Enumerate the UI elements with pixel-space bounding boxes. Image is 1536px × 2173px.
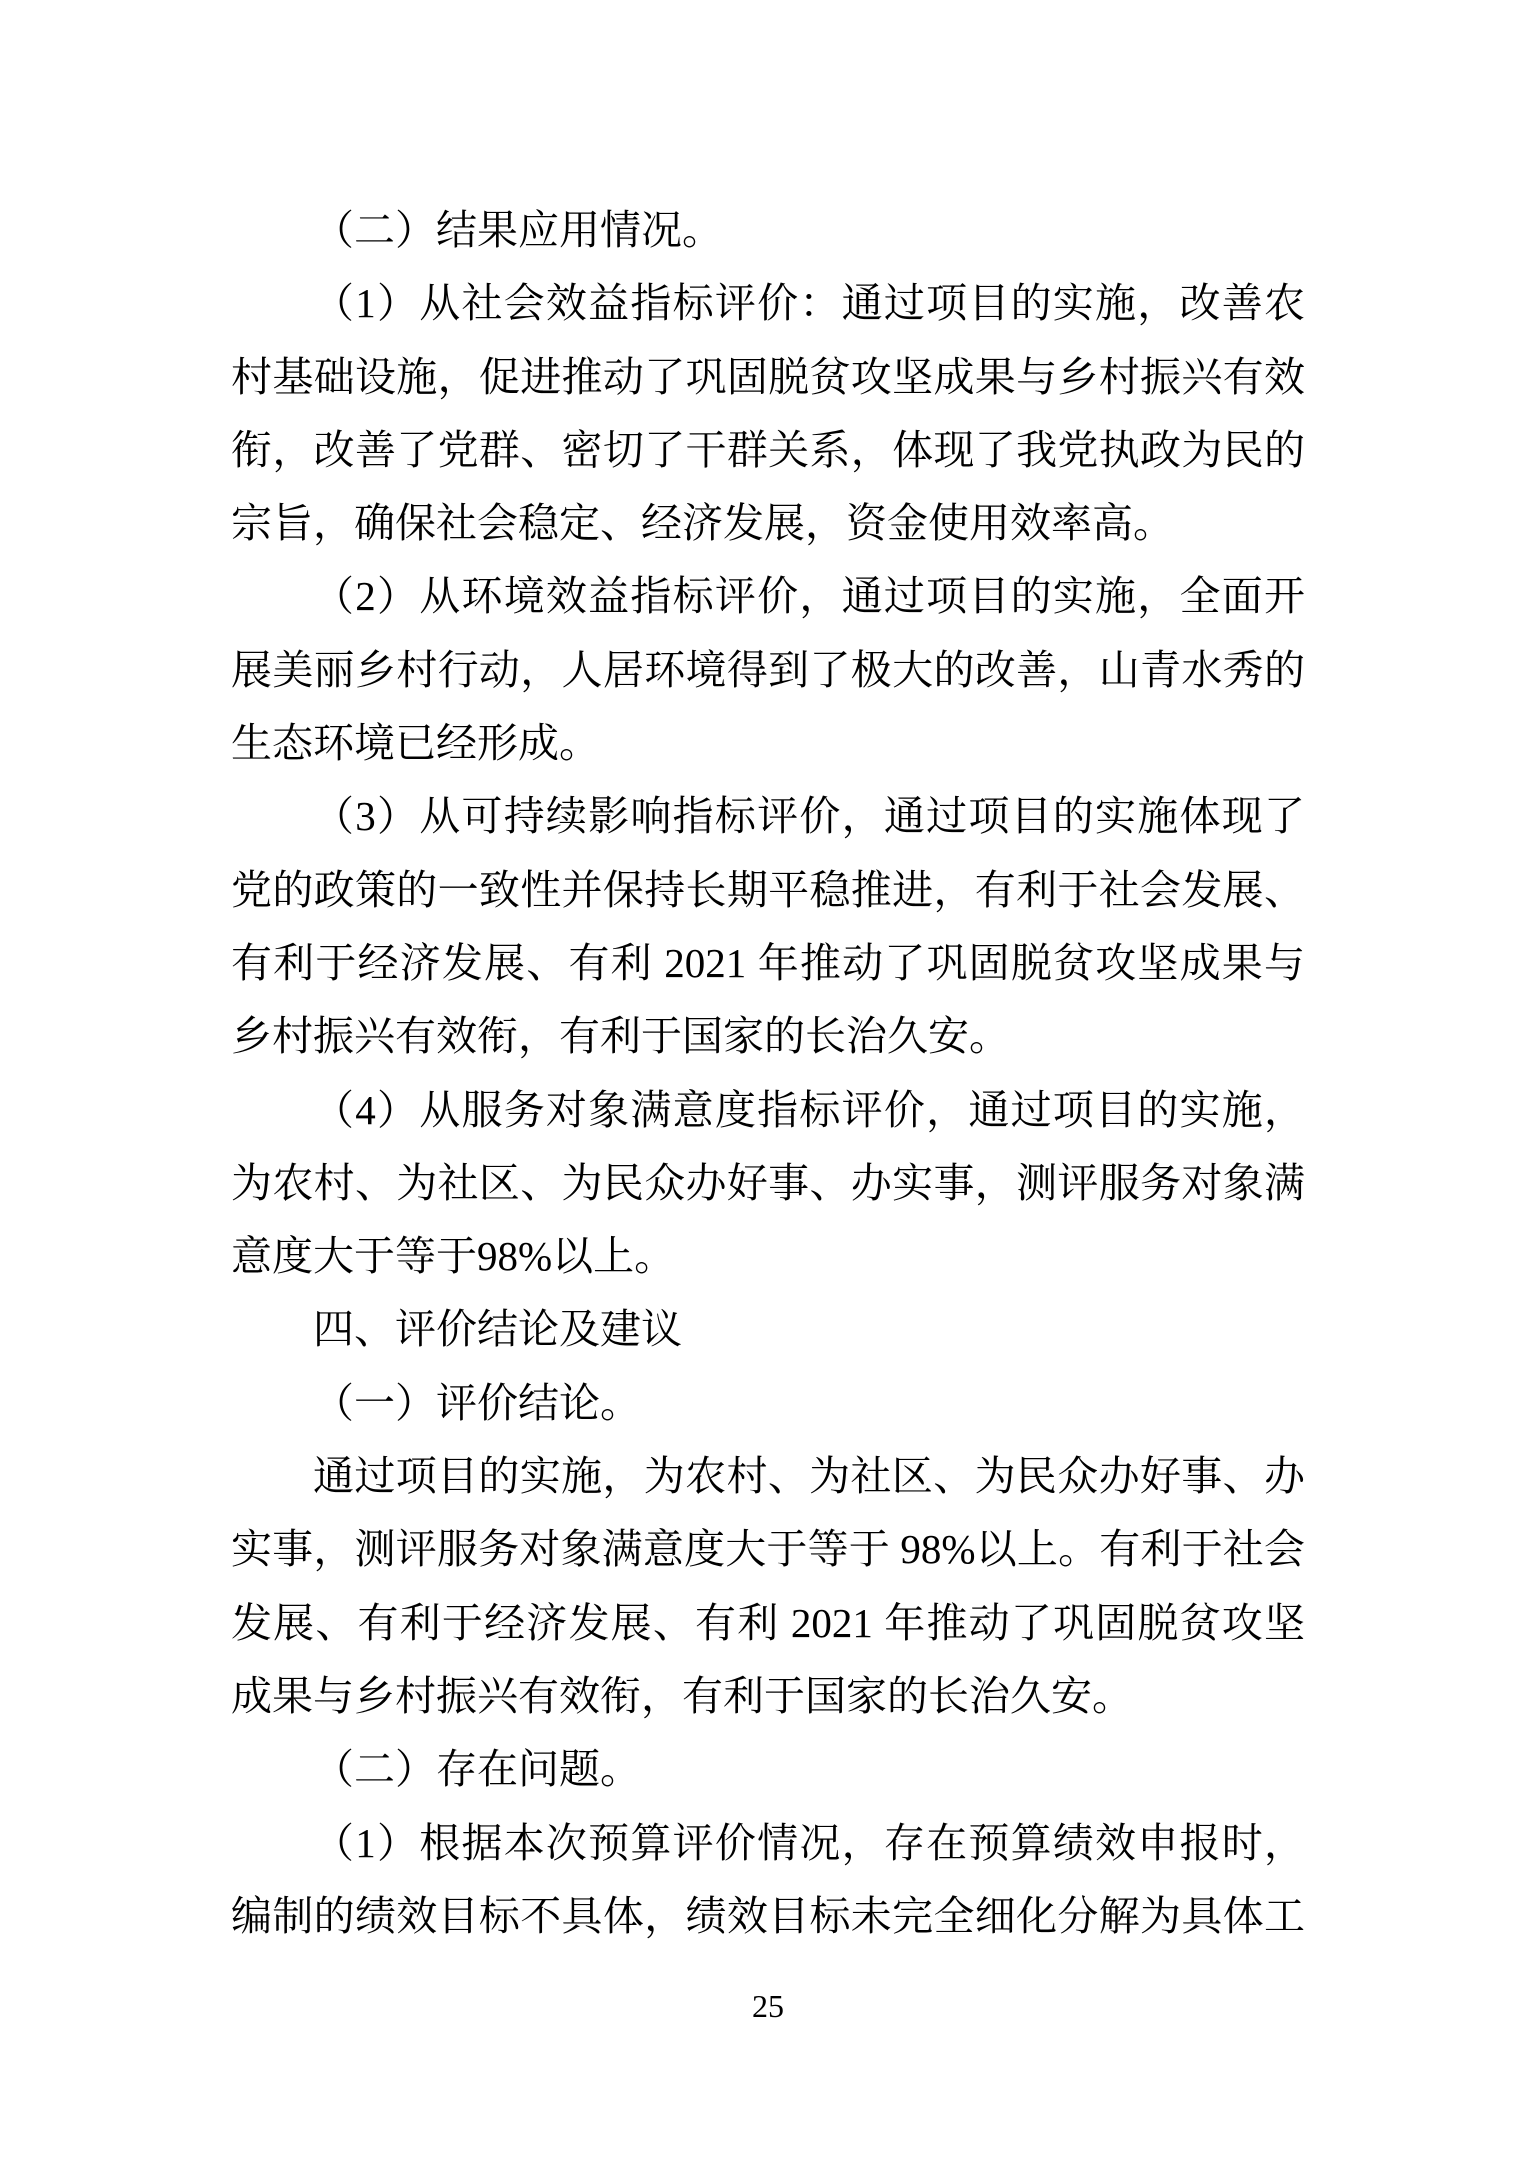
text-line: （1）根据本次预算评价情况，存在预算绩效申报时， [313, 1819, 1305, 1866]
text-line: 四、评价结论及建议 [313, 1306, 682, 1353]
text-line: （一）评价结论。 [313, 1379, 641, 1426]
text-line: 生态环境已经形成。 [231, 720, 600, 767]
text-line: （1）从社会效益指标评价：通过项目的实施，改善农 [313, 280, 1305, 327]
text-line: 村基础设施，促进推动了巩固脱贫攻坚成果与乡村振兴有效 [231, 353, 1305, 400]
text-line: 编制的绩效目标不具体，绩效目标未完全细化分解为具体工 [231, 1892, 1305, 1939]
text-line: 乡村振兴有效衔，有利于国家的长治久安。 [231, 1013, 1010, 1060]
text-line: 宗旨，确保社会稳定、经济发展，资金使用效率高。 [231, 500, 1174, 547]
text-line: 为农村、为社区、为民众办好事、办实事，测评服务对象满 [231, 1159, 1305, 1206]
page-number: 25 [752, 1988, 784, 2024]
document-body [231, 194, 1305, 1953]
text-line: 成果与乡村振兴有效衔，有利于国家的长治久安。 [231, 1672, 1133, 1719]
text-line: 通过项目的实施，为农村、为社区、为民众办好事、办 [313, 1453, 1305, 1500]
text-line: 意度大于等于98%以上。 [231, 1233, 676, 1280]
text-line: 发展、有利于经济发展、有利 2021 年推动了巩固脱贫攻坚 [231, 1599, 1305, 1646]
text-line: 有利于经济发展、有利 2021 年推动了巩固脱贫攻坚成果与 [231, 939, 1305, 986]
text-line: （3）从可持续影响指标评价，通过项目的实施体现了 [313, 793, 1305, 840]
text-line: 衔，改善了党群、密切了干群关系，体现了我党执政为民的 [231, 426, 1305, 473]
text-line: 党的政策的一致性并保持长期平稳推进，有利于社会发展、 [231, 866, 1305, 913]
text-line: （二）结果应用情况。 [313, 207, 723, 253]
text-line: （二）存在问题。 [313, 1746, 641, 1793]
text-line: 展美丽乡村行动，人居环境得到了极大的改善，山青水秀的 [231, 646, 1305, 693]
text-line: 实事，测评服务对象满意度大于等于 98%以上。有利于社会 [231, 1526, 1305, 1573]
text-line: （4）从服务对象满意度指标评价，通过项目的实施， [313, 1086, 1305, 1133]
text-line: （2）从环境效益指标评价，通过项目的实施，全面开 [313, 573, 1305, 620]
